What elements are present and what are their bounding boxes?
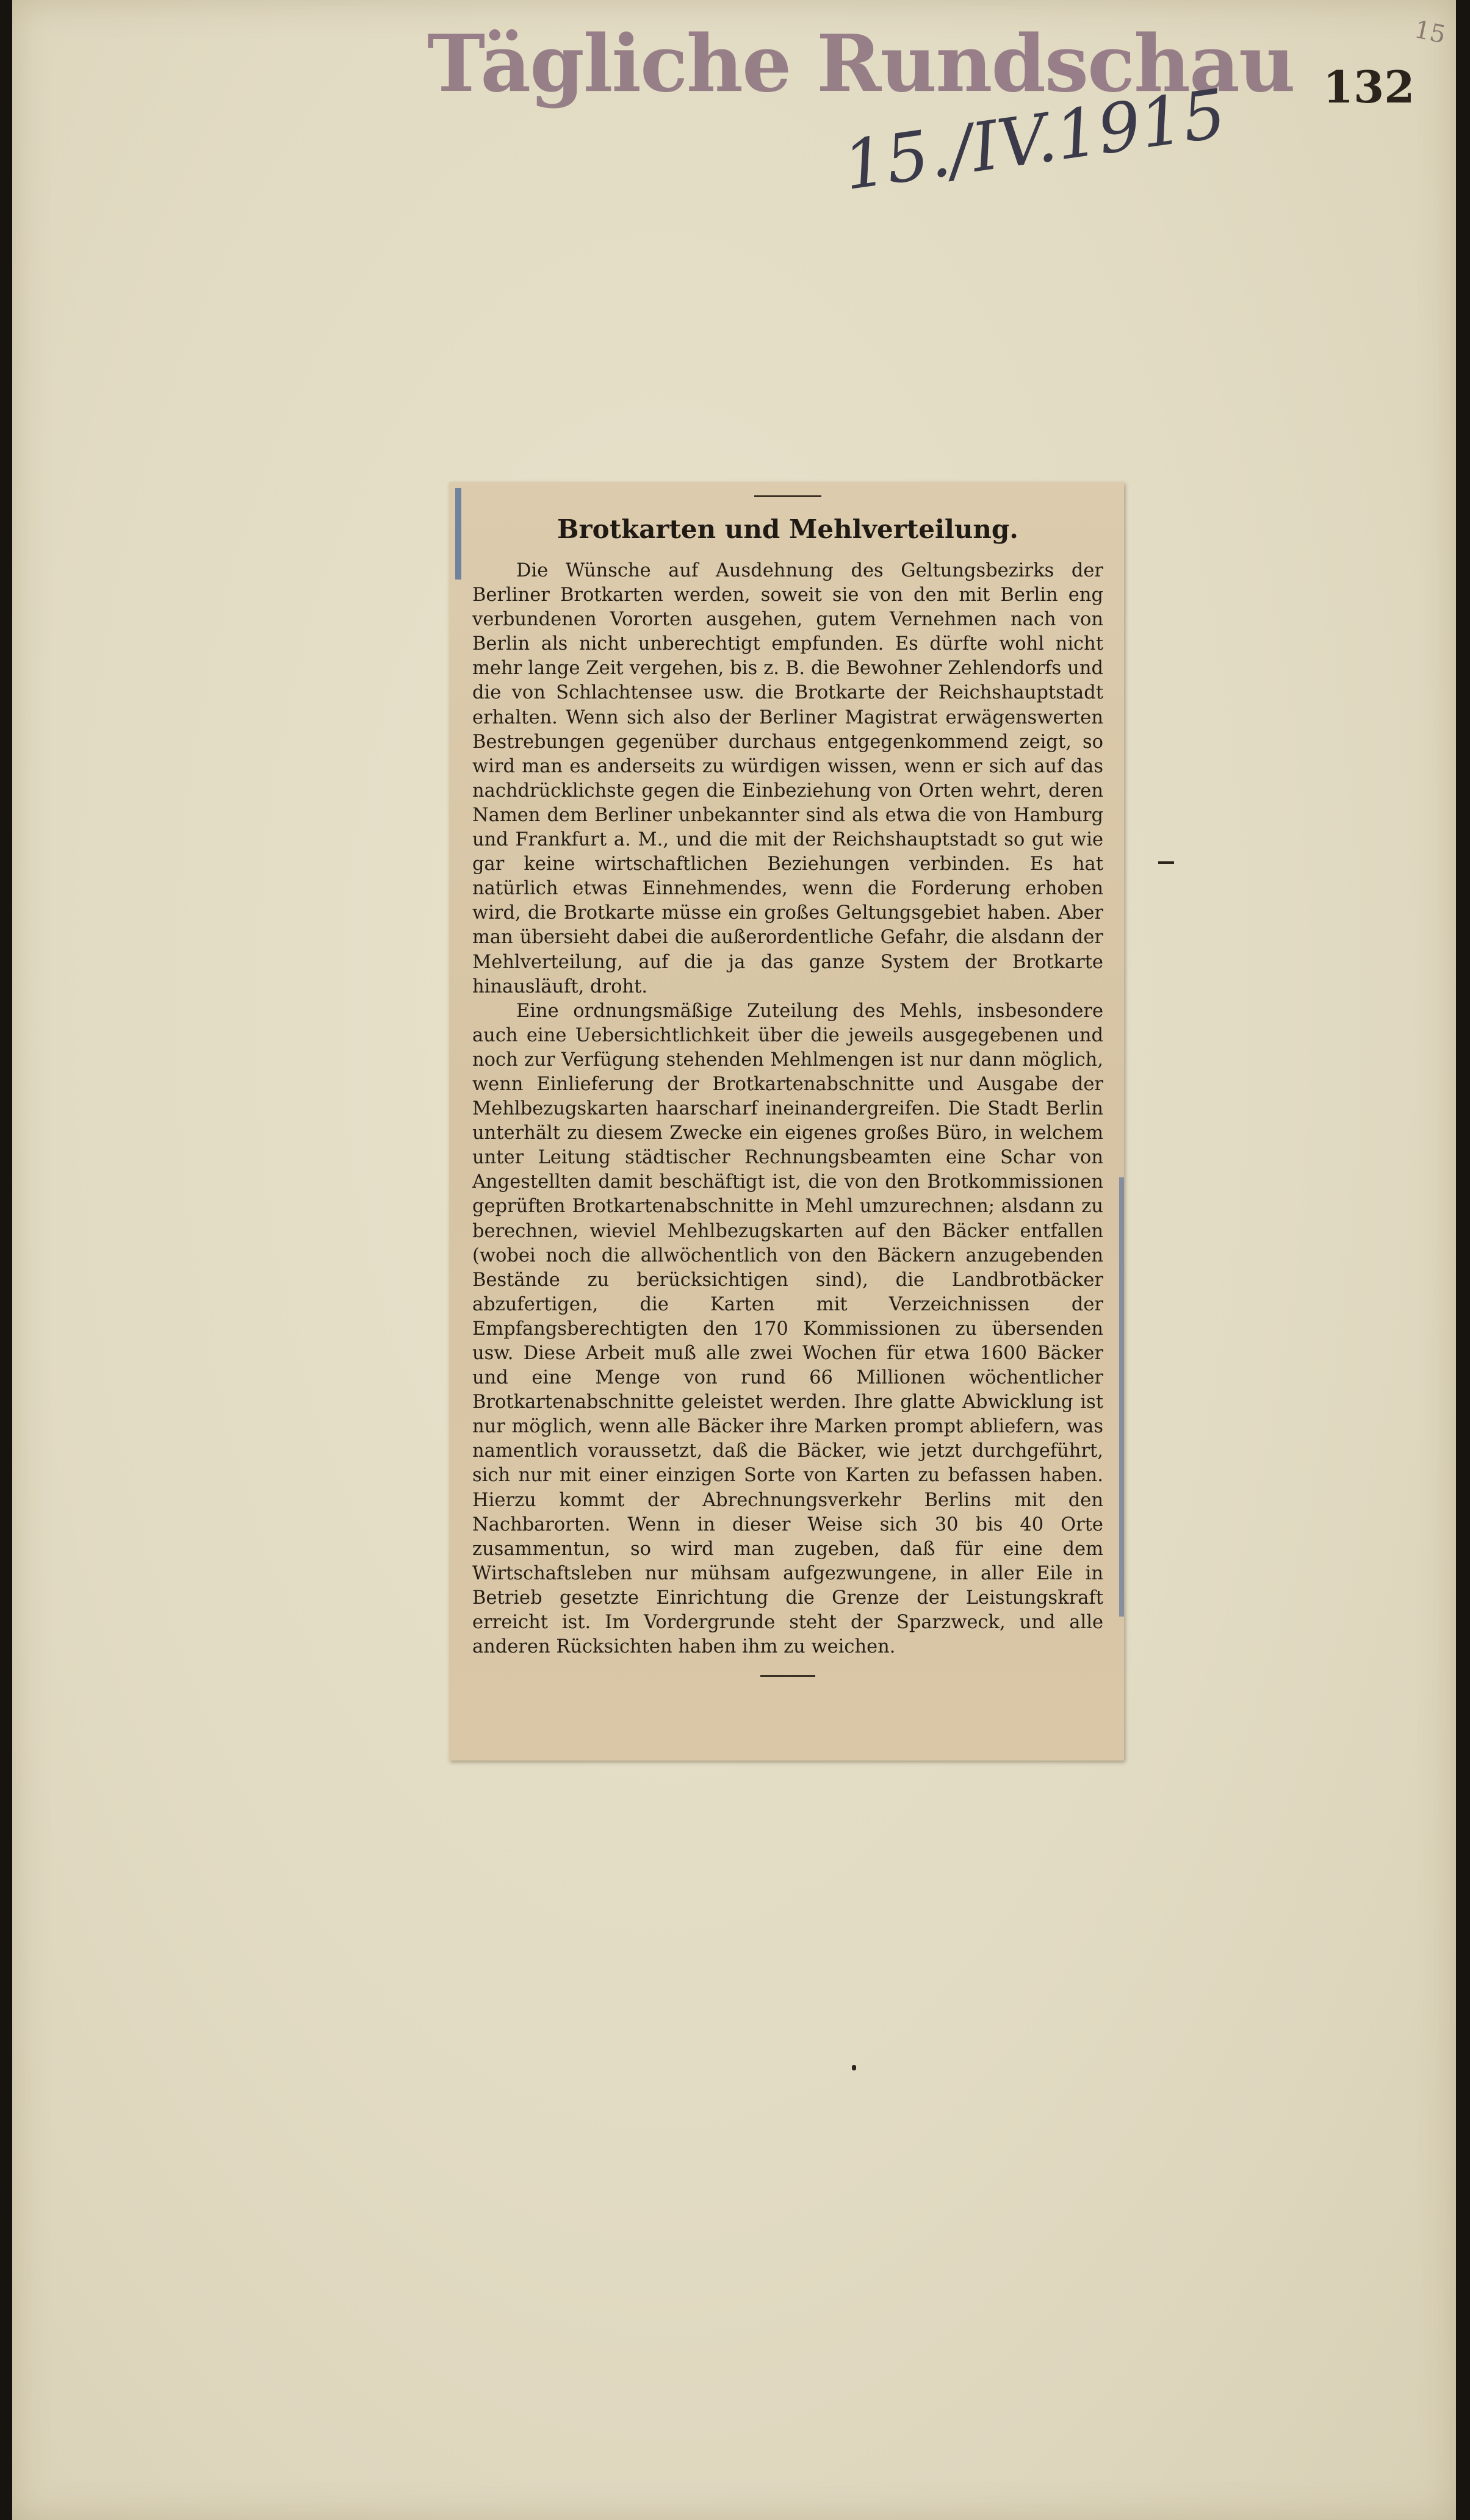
article-paragraph-1: Die Wünsche auf Ausdehnung des Geltungsbezirks der Berliner Brotkarten werden, soweit sie von den mit Berlin eng verbundenen Vororten ausgehen, gutem Vernehmen nach von Berlin als nicht unberechtigt empfunden. Es dürfte wohl nicht mehr lange Zeit vergehen, bis z. B. die Bewohner Zehlendorfs und die von Schlachtensee usw. die Brotkarte der Reichshauptstadt erhalten. Wenn sich also der Berliner Magistrat erwägenswerten Bestrebungen gegenüber durchaus entgegenkommend zeigt, so wird man es anderseits zu würdigen wissen, wenn er sich auf das nachdrücklichste gegen die Einbeziehung von Orten wehrt, deren Namen dem Berliner unbekannter sind als etwa die von Hamburg und Frankfurt a. M., und die mit der Reichshauptstadt so gut wie gar keine wirtschaftlichen Beziehungen verbinden. Es hat natürlich etwas Einnehmendes, wenn die Forderung erhoben wird, die Brotkarte müsse ein großes Geltungsgebiet haben. Aber man übersieht dabei die außerordentliche Gefahr, die alsdann der Mehlverteilung, auf die ja das ganze System der Brotkarte hinausläuft, droht. xyxy=(472,560,1103,997)
newspaper-clipping xyxy=(449,482,1124,1761)
page-number: 132 xyxy=(1323,61,1415,113)
article-body xyxy=(472,559,1103,1659)
ink-dot-mark xyxy=(852,2065,856,2070)
top-divider-rule xyxy=(754,495,821,497)
corner-pencil-mark: 15 xyxy=(1411,15,1449,49)
bottom-divider-rule xyxy=(760,1675,815,1677)
article-paragraph-2: Eine ordnungsmäßige Zuteilung des Mehls, insbesondere auch eine Uebersichtlichkeit über die jeweils ausgegebenen und noch zur Verfügung stehenden Mehlmengen ist nur dann möglich, wenn Einlieferung der Brotkartenabschnitte und Ausgabe der Mehlbezugskarten haarscharf ineinandergreifen. Die Stadt Berlin unterhält zu diesem Zwecke ein eigenes großes Büro, in welchem unter Leitung städtischer Rechnungsbeamten eine Schar von Angestellten damit beschäftigt ist, die von den Brotkommissionen geprüften Brotkartenabschnitte in Mehl umzurechnen; alsdann zu berechnen, wieviel Mehlbezugskarten auf den Bäcker entfallen (wobei noch die allwöchentlich von den Bäckern anzugebenden Bestände zu berücksichtigen sind), die Landbrotbäcker abzufertigen, die Karten mit Verzeichnissen der Empfangsberechtigten den 170 Kommissionen zu übersenden usw. Diese Arbeit muß alle zwei Wochen für etwa 1600 Bäcker und eine Menge von rund 66 Millionen wöchentlicher Brotkartenabschnitte geleistet werden. Ihre glatte Abwicklung ist nur möglich, wenn alle Bäcker ihre Marken prompt abliefern, was namentlich voraussetzt, daß die Bäcker, wie jetzt durchgeführt, sich nur mit einer einzigen Sorte von Karten zu befassen haben. Hierzu kommt der Abrechnungsverkehr Berlins mit den Nachbarorten. Wenn in dieser Weise sich 30 bis 40 Orte zusammentun, so wird man zugeben, daß für eine dem Wirtschaftsleben nur mühsam aufgezwungene, in aller Eile in Betrieb gesetzte Einrichtung die Grenze der Leistungskraft erreicht ist. Im Vordergrunde steht der Sparzweck, und alle anderen Rücksichten haben ihm zu weichen. xyxy=(472,1000,1103,1658)
article-headline: Brotkarten und Mehlverteilung. xyxy=(557,514,1018,544)
handwritten-date: 15./IV.1915 xyxy=(838,74,1231,206)
archive-sheet xyxy=(12,0,1456,2520)
newspaper-title-stamp: Tägliche Rundschau xyxy=(427,18,1294,110)
margin-dash-mark xyxy=(1158,861,1174,864)
